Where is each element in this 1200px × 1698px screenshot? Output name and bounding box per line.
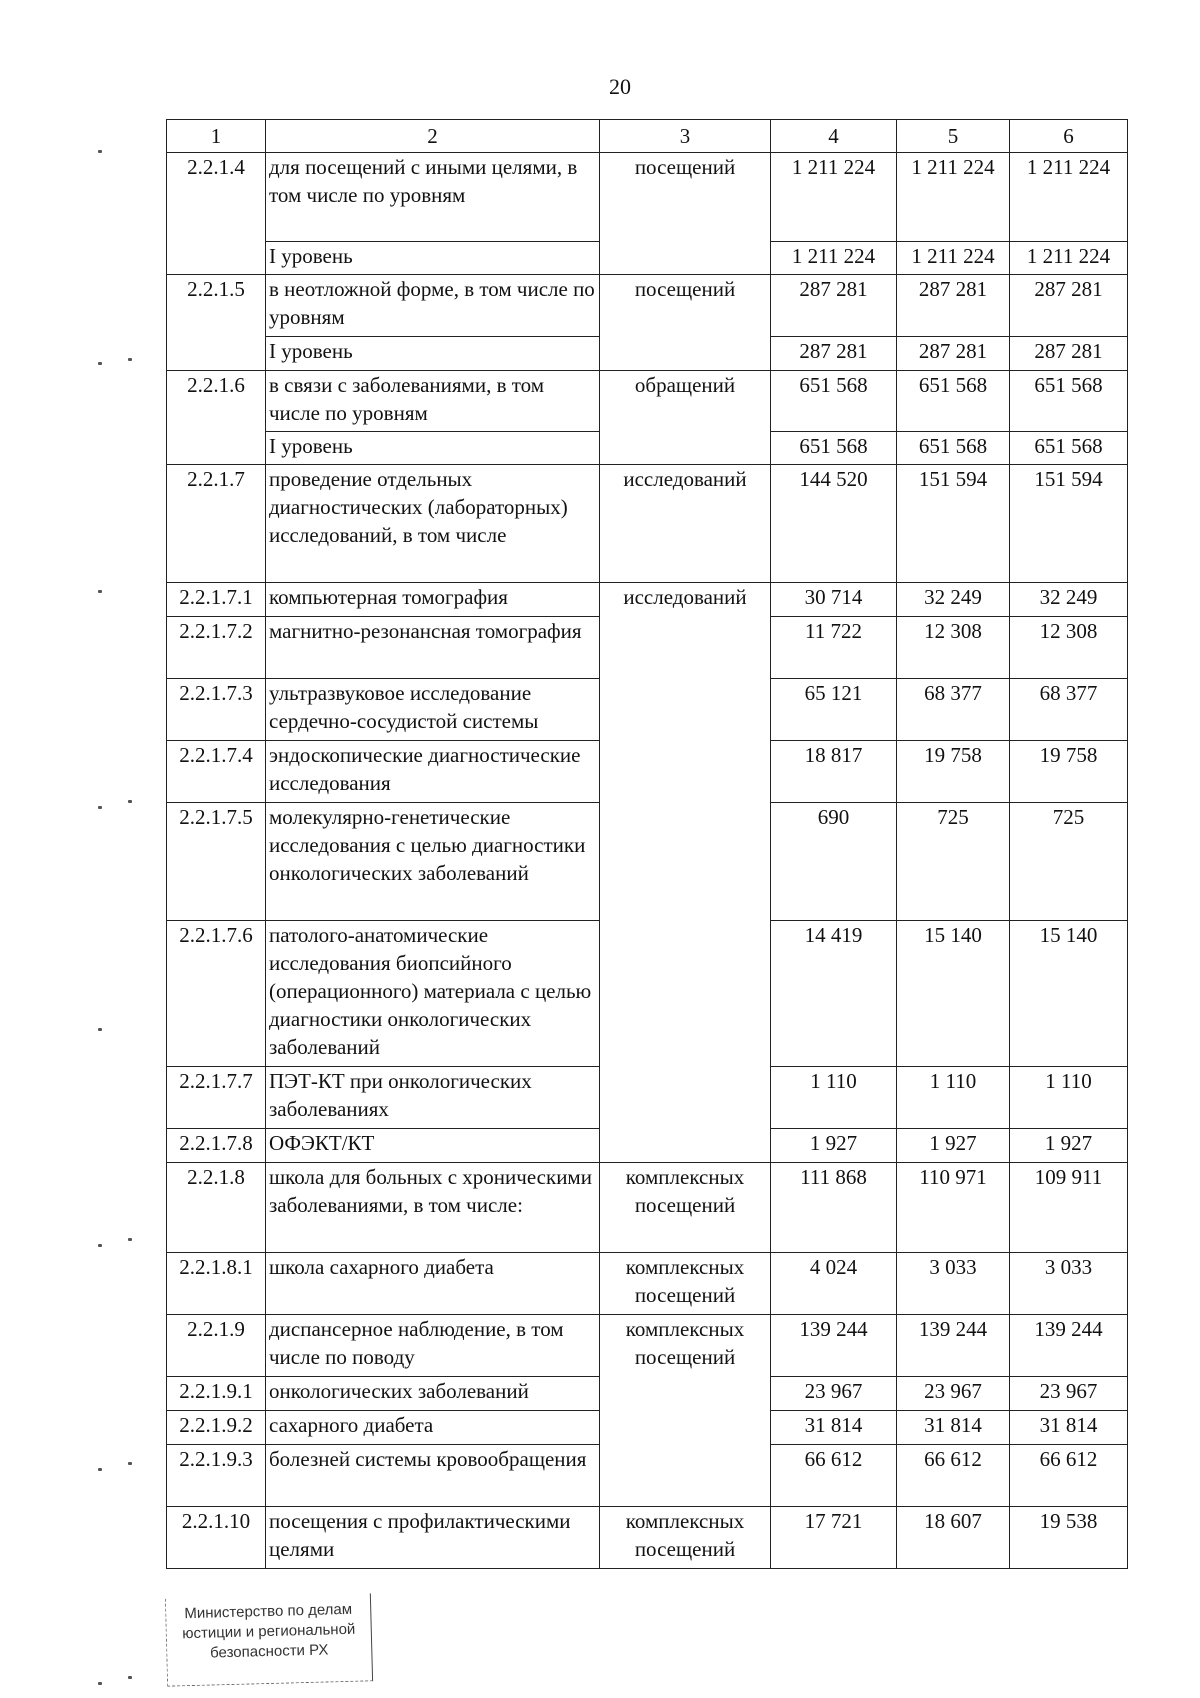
ministry-stamp xyxy=(165,1593,373,1686)
scan-mark xyxy=(98,1244,102,1247)
row-unit: комплексных посещений xyxy=(600,1507,771,1569)
table-row xyxy=(167,275,1128,337)
row-description: онкологических заболеваний xyxy=(266,1377,600,1411)
row-value-4: 30 714 xyxy=(771,583,897,617)
row-description: ультразвуковое исследование сердечно-сосудистой системы xyxy=(266,679,600,741)
row-value-6: 12 308 xyxy=(1010,617,1128,679)
row-value-6: 66 612 xyxy=(1010,1445,1128,1507)
row-number: 2.2.1.9.2 xyxy=(167,1411,266,1445)
row-value-4: 1 211 224 xyxy=(771,153,897,242)
row-value-5: 651 568 xyxy=(897,371,1010,432)
row-value-6: 23 967 xyxy=(1010,1377,1128,1411)
scan-mark xyxy=(98,1028,102,1031)
row-value-6: 725 xyxy=(1010,803,1128,921)
page-number: 20 xyxy=(609,74,631,99)
scan-mark xyxy=(98,590,102,593)
row-value-6: 1 110 xyxy=(1010,1067,1128,1129)
scan-mark xyxy=(128,1462,132,1465)
row-number: 2.2.1.4 xyxy=(167,153,266,275)
row-unit: комплексных посещений xyxy=(600,1163,771,1253)
row-value-4: 651 568 xyxy=(771,432,897,465)
row-value-4: 18 817 xyxy=(771,741,897,803)
row-value-5: 32 249 xyxy=(897,583,1010,617)
row-value-6: 151 594 xyxy=(1010,465,1128,583)
row-value-5: 1 927 xyxy=(897,1129,1010,1163)
row-number: 2.2.1.7.2 xyxy=(167,617,266,679)
row-number: 2.2.1.9.1 xyxy=(167,1377,266,1411)
row-number: 2.2.1.7.4 xyxy=(167,741,266,803)
table-row xyxy=(167,1507,1128,1569)
row-number: 2.2.1.7 xyxy=(167,465,266,583)
row-value-4: 23 967 xyxy=(771,1377,897,1411)
row-value-6: 109 911 xyxy=(1010,1163,1128,1253)
row-value-5: 651 568 xyxy=(897,432,1010,465)
row-number: 2.2.1.7.7 xyxy=(167,1067,266,1129)
row-value-6: 1 927 xyxy=(1010,1129,1128,1163)
row-value-5: 68 377 xyxy=(897,679,1010,741)
row-value-4: 144 520 xyxy=(771,465,897,583)
row-value-4: 1 110 xyxy=(771,1067,897,1129)
row-value-6: 68 377 xyxy=(1010,679,1128,741)
row-value-5: 151 594 xyxy=(897,465,1010,583)
row-number: 2.2.1.5 xyxy=(167,275,266,371)
header-cell: 4 xyxy=(771,120,897,153)
scan-mark xyxy=(128,800,132,803)
table-row xyxy=(167,583,1128,617)
stamp-line: юстиции и региональной xyxy=(182,1620,356,1643)
row-number: 2.2.1.8.1 xyxy=(167,1253,266,1315)
row-value-5: 110 971 xyxy=(897,1163,1010,1253)
row-unit: исследований xyxy=(600,465,771,583)
row-number: 2.2.1.7.1 xyxy=(167,583,266,617)
row-value-6: 651 568 xyxy=(1010,371,1128,432)
header-cell: 2 xyxy=(266,120,600,153)
row-unit: комплексных посещений xyxy=(600,1315,771,1507)
row-value-4: 17 721 xyxy=(771,1507,897,1569)
row-value-5: 287 281 xyxy=(897,275,1010,337)
row-value-4: 31 814 xyxy=(771,1411,897,1445)
table-row xyxy=(167,1315,1128,1377)
scan-mark xyxy=(128,1238,132,1241)
row-description: I уровень xyxy=(266,432,600,465)
row-value-6: 15 140 xyxy=(1010,921,1128,1067)
row-number: 2.2.1.8 xyxy=(167,1163,266,1253)
row-value-6: 1 211 224 xyxy=(1010,242,1128,275)
table-row xyxy=(167,1253,1128,1315)
scan-mark xyxy=(98,150,102,153)
row-value-6: 31 814 xyxy=(1010,1411,1128,1445)
row-value-5: 1 211 224 xyxy=(897,242,1010,275)
row-description: ОФЭКТ/КТ xyxy=(266,1129,600,1163)
row-value-5: 19 758 xyxy=(897,741,1010,803)
table-row xyxy=(167,1163,1128,1253)
row-unit: исследований xyxy=(600,583,771,1163)
row-value-6: 139 244 xyxy=(1010,1315,1128,1377)
row-number: 2.2.1.10 xyxy=(167,1507,266,1569)
row-value-4: 139 244 xyxy=(771,1315,897,1377)
row-value-4: 4 024 xyxy=(771,1253,897,1315)
row-value-5: 139 244 xyxy=(897,1315,1010,1377)
row-description: болезней системы кровообращения xyxy=(266,1445,600,1507)
row-value-5: 1 211 224 xyxy=(897,153,1010,242)
row-description: для посещений с иными целями, в том числе по уровням xyxy=(266,153,600,242)
row-value-5: 15 140 xyxy=(897,921,1010,1067)
header-cell: 5 xyxy=(897,120,1010,153)
row-value-4: 11 722 xyxy=(771,617,897,679)
row-description: посещения с профилактическими целями xyxy=(266,1507,600,1569)
row-value-5: 66 612 xyxy=(897,1445,1010,1507)
row-value-6: 287 281 xyxy=(1010,275,1128,337)
row-number: 2.2.1.7.3 xyxy=(167,679,266,741)
row-description: компьютерная томография xyxy=(266,583,600,617)
row-value-5: 18 607 xyxy=(897,1507,1010,1569)
header-cell: 1 xyxy=(167,120,266,153)
row-value-5: 23 967 xyxy=(897,1377,1010,1411)
row-value-5: 3 033 xyxy=(897,1253,1010,1315)
row-value-6: 287 281 xyxy=(1010,337,1128,371)
row-description: школа сахарного диабета xyxy=(266,1253,600,1315)
scan-mark xyxy=(98,1682,102,1685)
row-description: эндоскопические диагностические исследования xyxy=(266,741,600,803)
row-number: 2.2.1.7.5 xyxy=(167,803,266,921)
row-description: ПЭТ-КТ при онкологических заболеваниях xyxy=(266,1067,600,1129)
row-value-4: 287 281 xyxy=(771,275,897,337)
row-description: школа для больных с хроническими заболеваниями, в том числе: xyxy=(266,1163,600,1253)
row-value-6: 19 758 xyxy=(1010,741,1128,803)
row-unit: обращений xyxy=(600,371,771,465)
row-value-5: 31 814 xyxy=(897,1411,1010,1445)
header-cell: 3 xyxy=(600,120,771,153)
row-description: диспансерное наблюдение, в том числе по поводу xyxy=(266,1315,600,1377)
row-value-4: 287 281 xyxy=(771,337,897,371)
row-value-6: 32 249 xyxy=(1010,583,1128,617)
row-value-5: 287 281 xyxy=(897,337,1010,371)
row-value-6: 19 538 xyxy=(1010,1507,1128,1569)
row-value-4: 111 868 xyxy=(771,1163,897,1253)
stamp-line: Министерство по делам xyxy=(184,1600,353,1623)
row-description: патолого-анатомические исследования биопсийного (операционного) материала с целью диагностики онкологических заболеваний xyxy=(266,921,600,1067)
stamp-line: безопасности РХ xyxy=(209,1641,329,1662)
scan-mark xyxy=(98,362,102,365)
row-description: магнитно-резонансная томография xyxy=(266,617,600,679)
row-description: I уровень xyxy=(266,337,600,371)
row-description: I уровень xyxy=(266,242,600,275)
table-header-row xyxy=(167,120,1128,153)
row-value-6: 1 211 224 xyxy=(1010,153,1128,242)
row-number: 2.2.1.9.3 xyxy=(167,1445,266,1507)
data-table xyxy=(166,119,1128,1569)
row-value-4: 690 xyxy=(771,803,897,921)
row-value-5: 725 xyxy=(897,803,1010,921)
table-row xyxy=(167,465,1128,583)
row-value-4: 66 612 xyxy=(771,1445,897,1507)
header-cell: 6 xyxy=(1010,120,1128,153)
row-description: в связи с заболеваниями, в том числе по уровням xyxy=(266,371,600,432)
row-number: 2.2.1.7.8 xyxy=(167,1129,266,1163)
table-row xyxy=(167,153,1128,242)
row-description: сахарного диабета xyxy=(266,1411,600,1445)
scan-mark xyxy=(98,806,102,809)
row-description: молекулярно-генетические исследования с целью диагностики онкологических заболеваний xyxy=(266,803,600,921)
row-value-4: 14 419 xyxy=(771,921,897,1067)
row-number: 2.2.1.6 xyxy=(167,371,266,465)
row-value-5: 12 308 xyxy=(897,617,1010,679)
row-value-4: 65 121 xyxy=(771,679,897,741)
table-row xyxy=(167,371,1128,432)
row-description: проведение отдельных диагностических (лабораторных) исследований, в том числе xyxy=(266,465,600,583)
row-value-6: 651 568 xyxy=(1010,432,1128,465)
row-value-6: 3 033 xyxy=(1010,1253,1128,1315)
row-value-5: 1 110 xyxy=(897,1067,1010,1129)
row-unit: комплексных посещений xyxy=(600,1253,771,1315)
row-value-4: 1 927 xyxy=(771,1129,897,1163)
row-number: 2.2.1.9 xyxy=(167,1315,266,1377)
row-value-4: 651 568 xyxy=(771,371,897,432)
row-unit: посещений xyxy=(600,275,771,371)
row-value-4: 1 211 224 xyxy=(771,242,897,275)
row-number: 2.2.1.7.6 xyxy=(167,921,266,1067)
scan-mark xyxy=(128,358,132,361)
row-description: в неотложной форме, в том числе по уровням xyxy=(266,275,600,337)
row-unit: посещений xyxy=(600,153,771,275)
scan-mark xyxy=(98,1468,102,1471)
scan-mark xyxy=(128,1676,132,1679)
